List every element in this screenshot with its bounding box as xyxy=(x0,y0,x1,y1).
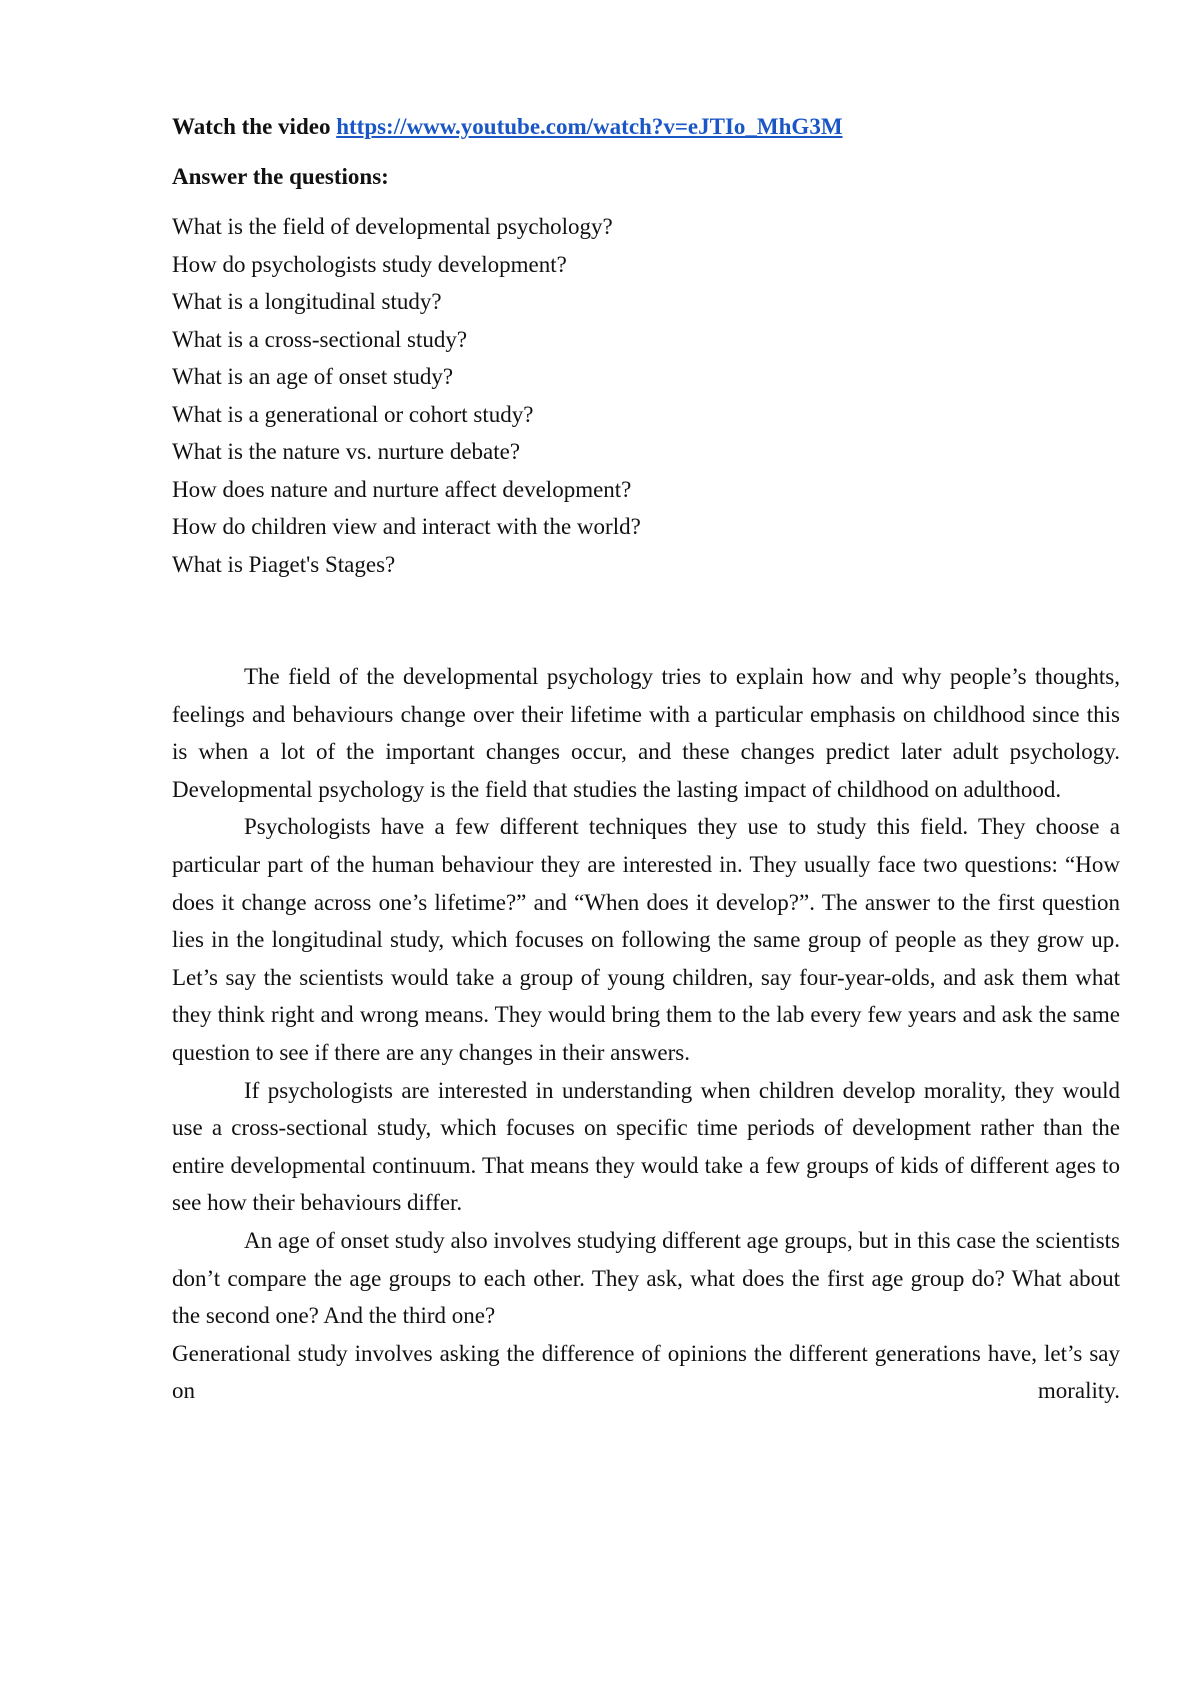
question-item: What is a generational or cohort study? xyxy=(172,401,534,427)
essay-paragraph: If psychologists are interested in understanding when children develop morality, they would use a cross-sectional study, which focuses on specific time periods of development rather than the entire developmental continuum. That means they would take a few groups of kids of different ages to see how their behaviours differ. xyxy=(172,1077,1120,1216)
essay-paragraph: An age of onset study also involves studying different age groups, but in this case the scientists don’t compare the age groups to each other. They ask, what does the first age group do? What about the second one? And the third one? xyxy=(172,1227,1120,1329)
question-item: How does nature and nurture affect development? xyxy=(172,476,632,502)
question-item: What is a cross-sectional study? xyxy=(172,326,468,352)
essay-paragraph: Psychologists have a few different techniques they use to study this field. They choose a particular part of the human behaviour they are interested in. They usually face two questions: “How does it change across one’s lifetime?” and “When does it develop?”. The answer to the first question lies in the longitudinal study, which focuses on following the same group of people as they grow up. Let’s say the scientists would take a group of young children, say four-year-olds, and ask them what they think right and wrong means. They would bring them to the lab every few years and ask the same question to see if there are any changes in their answers. xyxy=(172,814,1120,1065)
question-item: What is the field of developmental psychology? xyxy=(172,214,613,239)
essay-paragraph: Generational study involves asking the difference of opinions the different generations have, let’s say on morality. xyxy=(172,1340,1120,1404)
document-page xyxy=(172,112,1120,1410)
question-item: What is a longitudinal study? xyxy=(172,289,442,314)
answer-questions-heading: Answer the questions: xyxy=(172,164,389,189)
watch-video-label: Watch the video xyxy=(172,114,331,139)
question-item: What is an age of onset study? xyxy=(172,364,454,389)
question-item: How do psychologists study development? xyxy=(172,251,567,277)
essay-body xyxy=(172,658,1120,1410)
essay-paragraph: The field of the developmental psychology tries to explain how and why people’s thoughts, feelings and behaviours change over their lifetime with a particular emphasis on childhood since this is when a lot of the important changes occur, and these changes predict later adult psychology. Developmental psychology is the field that studies the lasting impact of childhood on adulthood. xyxy=(172,664,1120,802)
watch-video-line xyxy=(172,112,1120,142)
question-item: How do children view and interact with the world? xyxy=(172,514,641,539)
video-link[interactable]: https://www.youtube.com/watch?v=eJTIo_MhG3M xyxy=(336,114,843,139)
question-item: What is Piaget's Stages? xyxy=(172,551,396,577)
question-list xyxy=(172,208,1120,583)
question-item: What is the nature vs. nurture debate? xyxy=(172,439,521,464)
